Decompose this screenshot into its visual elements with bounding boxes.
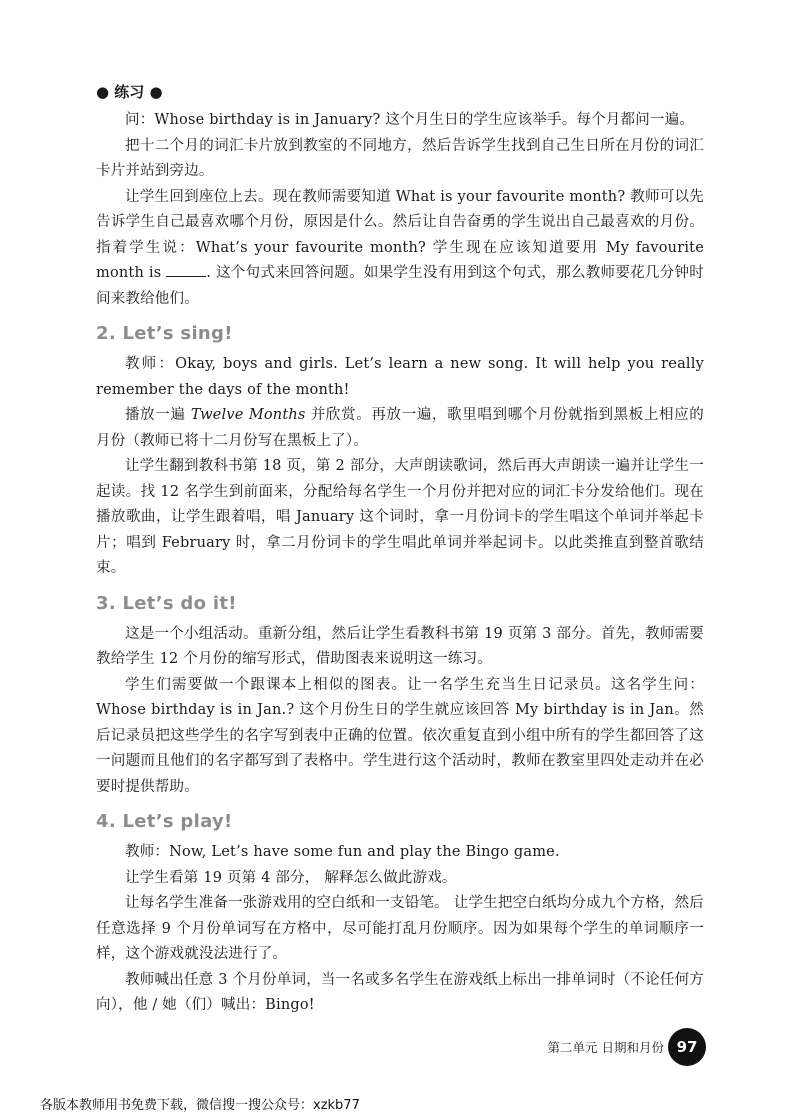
practice-paragraph-1: 问：Whose birthday is in January? 这个月生日的学生应该举手。每个月都问一遍。	[125, 112, 695, 128]
sing-paragraph-2	[96, 403, 704, 454]
play-paragraph-1: 教师：Now, Let’s have some fun and play the Bingo game.	[125, 844, 560, 860]
doit-paragraph-1: 这是一个小组活动。重新分组，然后让学生看教科书第 19 页第 3 部分。首先，教师需要教给学生 12 个月份的缩写形式，借助图表来说明这一练习。	[96, 625, 704, 667]
practice-paragraph-3-part-b: . 这个句式来回答问题。如果学生没有用到这个句式，那么教师要花几分钟时间来教给他们。	[96, 265, 704, 307]
sing-paragraph-3: 让学生翻到教科书第 18 页，第 2 部分，大声朗读歌词，然后再大声朗读一遍并让学生一起读。找 12 名学生到前面来，分配给每名学生一个月份并把对应的词汇卡分发给他们。现在播放歌曲，让学生跟着唱，唱 January 这个词时，拿一月份词卡的学生唱这个单词并举起卡片；唱到 February 时，拿二月份词卡的学生唱此单词并举起词卡。以此类推直到整首歌结束。	[96, 458, 704, 576]
sing-paragraph-2-part-a: 播放一遍	[125, 407, 191, 423]
play-paragraph-3: 让每名学生准备一张游戏用的空白纸和一支铅笔。 让学生把空白纸均分成九个方格，然后任意选择 9 个月份单词写在方格中，尽可能打乱月份顺序。因为如果每个学生的单词顺序一样，这个游戏就没法进行了。	[96, 895, 704, 962]
section-heading-doit: 3. Let’s do it!	[96, 592, 237, 614]
section-heading-play: 4. Let’s play!	[96, 811, 233, 832]
section-heading-sing: 2. Let’s sing!	[96, 323, 233, 344]
play-paragraph-2: 让学生看第 19 页第 4 部分， 解释怎么做此游戏。	[125, 869, 457, 886]
doit-paragraph-2: 学生们需要做一个跟课本上相似的图表。让一名学生充当生日记录员。这名学生问：Whose birthday is in Jan.? 这个月份生日的学生就应该回答 My birthday is in Jan。然后记录员把这些学生的名字写到表中正确的位置。依次重复直到小组中所有的学生都回答了这一问题而且他们的名字都写到了表格中。学生进行这个活动时，教师在教室里四处走动并在必要时提供帮助。	[96, 676, 704, 795]
page-number-badge: 97	[668, 1028, 706, 1066]
watermark-text: 各版本教师用书免费下载，微信搜一搜公众号：xzkb77	[40, 1098, 360, 1113]
sing-paragraph-1: 教师：Okay, boys and girls. Let’s learn a new song. It will help you really remember the days of the month!	[96, 356, 704, 398]
footer-unit-label: 第二单元 日期和月份	[547, 1040, 664, 1055]
practice-title: ● 练习 ●	[96, 83, 163, 101]
practice-paragraph-3	[96, 185, 704, 313]
fill-in-blank	[166, 262, 206, 277]
song-title: Twelve Months	[190, 407, 306, 423]
page-content	[96, 80, 704, 1019]
play-paragraph-4: 教师喊出任意 3 个月份单词，当一名或多名学生在游戏纸上标出一排单词时（不论任何方向），他 / 她（们）喊出：Bingo!	[96, 971, 704, 1013]
practice-paragraph-2: 把十二个月的词汇卡片放到教室的不同地方，然后告诉学生找到自己生日所在月份的词汇卡片并站到旁边。	[96, 137, 704, 179]
sing-paragraph-2-part-b: 并欣赏。再放一遍，歌里唱到哪个月份就指到黑板上相应的月份（教师已将十二月份写在黑板上了）。	[96, 407, 704, 449]
practice-paragraph-3-part-a: 让学生回到座位上去。现在教师需要知道 What is your favourite month? 教师可以先告诉学生自己最喜欢哪个月份，原因是什么。然后让自告奋勇的学生说出自己最喜欢的月份。指着学生说：What’s your favourite month? 学生现在应该知道要用 My favourite month is	[96, 188, 704, 281]
